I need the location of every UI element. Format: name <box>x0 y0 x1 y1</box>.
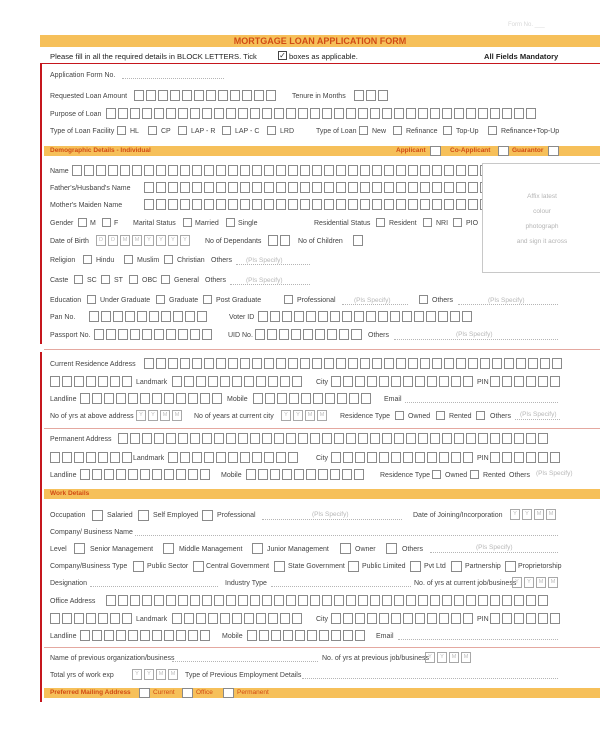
prev-type-field[interactable] <box>302 678 558 679</box>
res-type-label: Residence Type <box>340 413 391 420</box>
perm-landmark-label: Landmark <box>133 455 165 462</box>
prt-owned: Owned <box>445 472 468 479</box>
divider-1 <box>44 349 600 350</box>
instruction-text-2: boxes as applicable. <box>289 52 358 61</box>
occupation-label: Occupation <box>50 512 86 519</box>
edu-others-field[interactable] <box>458 304 558 305</box>
caste-obc-checkbox[interactable] <box>129 275 138 284</box>
office-landmark-boxes[interactable] <box>172 613 304 624</box>
edu-ug: Under Graduate <box>100 297 151 304</box>
level-senior: Senior Management <box>90 546 154 553</box>
name-label: Name <box>50 168 69 175</box>
ct-state-gov-checkbox[interactable] <box>274 561 285 572</box>
pan-label: Pan No. <box>50 314 76 321</box>
other-id-field[interactable] <box>394 339 558 340</box>
level-others-specify: (Pls Specify) <box>476 544 513 551</box>
ym-box[interactable]: Y <box>437 652 447 663</box>
marital-married: Married <box>195 220 219 227</box>
ct-partnership: Partnership <box>465 563 501 570</box>
tick-example-icon: ✓ <box>279 51 286 60</box>
ym-box[interactable]: M <box>160 410 170 421</box>
industry-field[interactable] <box>271 586 411 587</box>
prt-others-specify: (Pls Specify) <box>536 470 573 477</box>
photo-text-2: colour <box>533 208 551 215</box>
role-guarantor-checkbox[interactable] <box>548 146 559 156</box>
office-city-label: City <box>316 616 329 623</box>
yrs-job-label: No. of yrs at current job/business <box>414 580 517 587</box>
religion-specify-field[interactable] <box>236 264 310 265</box>
photo-text-1: Affix latest <box>527 193 557 200</box>
ct-public-sector-checkbox[interactable] <box>133 561 144 572</box>
current-pin-label: PIN <box>477 379 489 386</box>
perm-mobile-boxes[interactable] <box>246 469 366 480</box>
res-nri-checkbox[interactable] <box>423 218 432 227</box>
facility-hl-checkbox[interactable] <box>117 126 126 135</box>
religion-christian-checkbox[interactable] <box>164 255 173 264</box>
caste-st-checkbox[interactable] <box>101 275 110 284</box>
facility-hl: HL <box>130 128 139 135</box>
office-mobile-boxes[interactable] <box>247 630 367 641</box>
dob-box[interactable]: D <box>108 235 118 246</box>
ym-box[interactable]: Y <box>522 509 532 520</box>
edu-prof-field[interactable] <box>342 304 408 305</box>
office-email-field[interactable] <box>398 639 558 640</box>
prev-org-field[interactable] <box>172 661 318 662</box>
caste-general-checkbox[interactable] <box>161 275 170 284</box>
rt-owned-checkbox[interactable] <box>395 411 404 420</box>
caste-others: Others <box>205 277 227 284</box>
perm-landline-label: Landline <box>50 472 77 479</box>
ym-box[interactable]: M <box>548 577 558 588</box>
ct-public-sector: Public Sector <box>147 563 189 570</box>
pan-boxes[interactable] <box>89 311 209 322</box>
religion-specify: (Pls Specify) <box>246 257 283 264</box>
dob-label: Date of Birth <box>50 238 89 245</box>
ym-box[interactable]: Y <box>293 410 303 421</box>
loan-topup-checkbox[interactable] <box>443 126 452 135</box>
divider-2 <box>44 428 600 429</box>
ct-public-ltd: Public Limited <box>362 563 406 570</box>
children-label: No of Children <box>298 238 343 245</box>
dob-box[interactable]: D <box>96 235 106 246</box>
photo-text-4: and sign it across <box>516 238 568 245</box>
perm-landline-boxes[interactable] <box>80 469 212 480</box>
level-owner: Owner <box>355 546 376 553</box>
office-landmark-label: Landmark <box>136 616 168 623</box>
caste-sc: SC <box>87 277 97 284</box>
res-pio-checkbox[interactable] <box>453 218 462 227</box>
facility-lrd: LRD <box>280 128 295 135</box>
role-coapplicant-checkbox[interactable] <box>498 146 509 156</box>
occ-self: Self Employed <box>153 512 199 519</box>
mail-permanent-checkbox[interactable] <box>223 688 234 698</box>
company-type-label: Company/Business Type <box>50 563 128 570</box>
level-junior: Junior Management <box>267 546 329 553</box>
office-email-label: Email <box>376 633 394 640</box>
perm-city-boxes[interactable] <box>331 452 475 463</box>
designation-label: Designation <box>50 580 87 587</box>
ym-box[interactable]: Y <box>425 652 435 663</box>
dob-box[interactable]: Y <box>156 235 166 246</box>
other-id-label: Others <box>368 332 390 339</box>
perm-pin-label: PIN <box>477 455 489 462</box>
ym-box[interactable]: M <box>461 652 471 663</box>
religion-christian: Christian <box>177 257 205 264</box>
prt-rented: Rented <box>483 472 506 479</box>
rt-rented: Rented <box>449 413 472 420</box>
occ-prof-field[interactable] <box>262 519 402 520</box>
ct-state-gov: State Government <box>288 563 345 570</box>
other-id-specify: (Pls Specify) <box>456 331 493 338</box>
ym-box[interactable]: Y <box>148 410 158 421</box>
other-id-checkbox[interactable] <box>351 329 362 340</box>
ct-central-gov-checkbox[interactable] <box>193 561 204 572</box>
prev-org-label: Name of previous organization/business <box>50 655 175 662</box>
yrs-city-label: No of years at current city <box>194 413 274 420</box>
current-city-boxes[interactable] <box>331 376 475 387</box>
ym-box[interactable]: Y <box>512 577 522 588</box>
ym-box[interactable]: Y <box>281 410 291 421</box>
dob-boxes[interactable] <box>96 235 192 246</box>
facility-lapc: LAP - C <box>235 128 260 135</box>
caste-obc: OBC <box>142 277 158 284</box>
edu-pg-checkbox[interactable] <box>203 295 212 304</box>
uid-boxes[interactable] <box>255 329 351 340</box>
mail-office: Office <box>196 689 213 696</box>
gender-label: Gender <box>50 220 74 227</box>
photo-text-3: photograph <box>525 223 559 230</box>
perm-landmark-boxes[interactable] <box>168 452 300 463</box>
edu-others-checkbox[interactable] <box>419 295 428 304</box>
ym-box[interactable]: M <box>536 577 546 588</box>
office-mobile-label: Mobile <box>222 633 243 640</box>
ct-pvt-ltd-checkbox[interactable] <box>410 561 421 572</box>
purpose-label: Purpose of Loan <box>50 111 102 118</box>
role-guarantor: Guarantor <box>512 147 544 154</box>
perm-address-boxes-2[interactable] <box>50 452 134 463</box>
facility-lapc-checkbox[interactable] <box>222 126 231 135</box>
current-mobile-label: Mobile <box>227 396 248 403</box>
loan-refinance: Refinance <box>406 128 438 135</box>
marital-label: Marital Status <box>133 220 176 227</box>
form-number-mark: Form No. ___ <box>508 22 545 28</box>
perm-address-label: Permanent Address <box>50 436 112 443</box>
perm-city-label: City <box>316 455 329 462</box>
industry-label: Industry Type <box>225 580 267 587</box>
divider-3 <box>44 647 600 648</box>
app-no-label: Application Form No. <box>50 72 116 79</box>
current-mobile-boxes[interactable] <box>253 393 373 404</box>
office-address-boxes-1[interactable] <box>106 595 550 606</box>
marital-single: Single <box>238 220 258 227</box>
caste-general: General <box>174 277 199 284</box>
perm-address-boxes-1[interactable] <box>118 433 550 444</box>
total-years-boxes[interactable] <box>132 669 180 680</box>
loan-new: New <box>372 128 387 135</box>
ct-public-ltd-checkbox[interactable] <box>348 561 359 572</box>
current-address-boxes-1[interactable] <box>144 358 564 369</box>
ym-box[interactable]: M <box>305 410 315 421</box>
company-label: Company/ Business Name <box>50 529 133 536</box>
level-middle: Middle Management <box>179 546 243 553</box>
office-landline-label: Landline <box>50 633 77 640</box>
gender-f: F <box>114 220 119 227</box>
mother-boxes[interactable] <box>144 199 504 210</box>
demographic-band <box>44 146 600 156</box>
photo-box <box>482 163 600 273</box>
rt-others-field[interactable] <box>515 419 560 420</box>
mailing-header: Preferred Mailing Address <box>50 689 131 696</box>
office-address-boxes-2[interactable] <box>50 613 134 624</box>
office-city-boxes[interactable] <box>331 613 475 624</box>
current-pin-boxes[interactable] <box>490 376 562 387</box>
religion-hindu: Hindu <box>96 257 115 264</box>
rt-others-specify: (Pls Specify) <box>520 411 557 418</box>
edu-grad: Graduate <box>169 297 199 304</box>
mail-permanent: Permanent <box>237 689 269 696</box>
rt-rented-checkbox[interactable] <box>436 411 445 420</box>
mailing-band <box>44 688 600 698</box>
loan-refinance-topup-checkbox[interactable] <box>488 126 497 135</box>
tenure-boxes[interactable] <box>354 90 390 101</box>
prt-others: Others <box>509 472 531 479</box>
edu-others: Others <box>432 297 454 304</box>
ym-box[interactable]: M <box>534 509 544 520</box>
ym-box[interactable]: Y <box>524 577 534 588</box>
passport-label: Passport No. <box>50 332 91 339</box>
ym-box[interactable]: M <box>172 410 182 421</box>
joining-label: Date of Joining/Incorporation <box>413 512 503 519</box>
ym-box[interactable]: M <box>317 410 327 421</box>
father-boxes[interactable] <box>144 182 504 193</box>
religion-hindu-checkbox[interactable] <box>83 255 92 264</box>
left-margin-bar-2 <box>40 352 42 702</box>
ym-box[interactable]: M <box>449 652 459 663</box>
current-landmark-boxes[interactable] <box>172 376 304 387</box>
instruction-text: Please fill in all the required details in BLOCK LETTERS. Tick <box>50 52 257 61</box>
religion-muslim: Muslim <box>137 257 160 264</box>
ct-proprietorship-checkbox[interactable] <box>505 561 516 572</box>
ym-box[interactable]: Y <box>136 410 146 421</box>
current-landmark-label: Landmark <box>136 379 168 386</box>
loan-refinance-topup: Refinance+Top-Up <box>501 128 560 135</box>
office-pin-boxes[interactable] <box>490 613 562 624</box>
dob-box[interactable]: Y <box>168 235 178 246</box>
tenure-label: Tenure in Months <box>292 93 346 100</box>
prt-rented-checkbox[interactable] <box>470 470 479 479</box>
purpose-boxes[interactable] <box>106 108 538 119</box>
facility-lrd-checkbox[interactable] <box>267 126 276 135</box>
res-resident: Resident <box>389 220 417 227</box>
marital-married-checkbox[interactable] <box>183 218 192 227</box>
loan-refinance-checkbox[interactable] <box>393 126 402 135</box>
form-title: MORTGAGE LOAN APPLICATION FORM <box>233 36 407 46</box>
res-pio: PIO <box>466 220 479 227</box>
perm-pin-boxes[interactable] <box>490 452 562 463</box>
occ-prof-checkbox[interactable] <box>202 510 213 521</box>
perm-res-type-label: Residence Type <box>380 472 431 479</box>
voter-label: Voter ID <box>229 314 255 321</box>
role-applicant: Applicant <box>396 147 426 154</box>
company-field[interactable] <box>135 535 558 536</box>
gender-m: M <box>90 220 96 227</box>
father-label: Father's/Husband's Name <box>50 185 131 192</box>
mail-office-checkbox[interactable] <box>182 688 193 698</box>
loan-type-label: Type of Loan <box>316 128 357 135</box>
dob-box[interactable]: M <box>120 235 130 246</box>
level-owner-checkbox[interactable] <box>340 543 351 554</box>
caste-st: ST <box>114 277 123 284</box>
rt-others: Others <box>490 413 512 420</box>
current-address-boxes-2[interactable] <box>50 376 134 387</box>
mail-current-checkbox[interactable] <box>139 688 150 698</box>
level-others-field[interactable] <box>430 552 558 553</box>
yrs-address-label: No of yrs at above address <box>50 413 134 420</box>
level-junior-checkbox[interactable] <box>252 543 263 554</box>
ct-central-gov: Central Government <box>206 563 270 570</box>
perm-mobile-label: Mobile <box>221 472 242 479</box>
voter-boxes[interactable] <box>258 311 474 322</box>
caste-specify-field[interactable] <box>230 284 310 285</box>
edu-others-specify: (Pls Specify) <box>488 297 525 304</box>
gender-m-checkbox[interactable] <box>78 218 87 227</box>
facility-cp: CP <box>161 128 171 135</box>
ym-box[interactable]: Y <box>132 669 142 680</box>
occ-self-checkbox[interactable] <box>138 510 149 521</box>
ct-pvt-ltd: Pvt Ltd <box>424 563 446 570</box>
current-address-label: Current Residence Address <box>50 361 136 368</box>
ym-box[interactable]: Y <box>510 509 520 520</box>
header-divider <box>40 63 600 64</box>
dob-box[interactable]: Y <box>144 235 154 246</box>
facility-lapr-checkbox[interactable] <box>178 126 187 135</box>
prev-years-label: No. of yrs at previous job/business <box>322 655 429 662</box>
facility-lapr: LAP - R <box>191 128 216 135</box>
office-pin-label: PIN <box>477 616 489 623</box>
req-amount-boxes[interactable] <box>134 90 278 101</box>
mail-current: Current <box>153 689 175 696</box>
dob-box[interactable]: M <box>132 235 142 246</box>
designation-field[interactable] <box>90 586 218 587</box>
loan-new-checkbox[interactable] <box>359 126 368 135</box>
current-landline-boxes[interactable] <box>80 393 224 404</box>
office-landline-boxes[interactable] <box>80 630 212 641</box>
ym-box[interactable]: M <box>156 669 166 680</box>
req-amount-label: Requested Loan Amount <box>50 93 128 100</box>
role-coapplicant: Co-Applicant <box>450 147 491 154</box>
marital-single-checkbox[interactable] <box>226 218 235 227</box>
level-others-checkbox[interactable] <box>386 543 397 554</box>
res-resident-checkbox[interactable] <box>376 218 385 227</box>
dob-box[interactable]: Y <box>180 235 190 246</box>
current-city-label: City <box>316 379 329 386</box>
education-label: Education <box>50 297 82 304</box>
mother-label: Mother's Maiden Name <box>50 202 123 209</box>
edu-prof: Professional <box>297 297 336 304</box>
work-header: Work Details <box>50 490 90 497</box>
current-landline-label: Landline <box>50 396 77 403</box>
children-boxes[interactable] <box>353 235 365 246</box>
joining-boxes[interactable] <box>510 509 558 520</box>
uid-label: UID No. <box>228 332 253 339</box>
ym-box[interactable]: M <box>546 509 556 520</box>
rt-others-checkbox[interactable] <box>476 411 485 420</box>
caste-sc-checkbox[interactable] <box>74 275 83 284</box>
prev-type-label: Type of Previous Employment Details <box>185 672 302 679</box>
gender-f-checkbox[interactable] <box>102 218 111 227</box>
residential-label: Residential Status <box>314 220 371 227</box>
edu-grad-checkbox[interactable] <box>156 295 165 304</box>
facility-cp-checkbox[interactable] <box>148 126 157 135</box>
facility-label: Type of Loan Facility <box>50 128 115 135</box>
left-margin-bar <box>40 64 42 344</box>
loan-topup: Top-Up <box>456 128 479 135</box>
office-address-label: Office Address <box>50 598 96 605</box>
level-label: Level <box>50 546 67 553</box>
level-others: Others <box>402 546 424 553</box>
dependants-label: No of Dependants <box>205 238 262 245</box>
level-senior-checkbox[interactable] <box>74 543 85 554</box>
work-band <box>44 489 600 499</box>
ym-box[interactable]: Y <box>144 669 154 680</box>
yrs-city-boxes[interactable] <box>281 410 329 421</box>
edu-prof-checkbox[interactable] <box>284 295 293 304</box>
role-applicant-checkbox[interactable] <box>430 146 441 156</box>
res-nri: NRI <box>436 220 449 227</box>
edu-prof-specify: (Pls Specify) <box>354 297 391 304</box>
passport-boxes[interactable] <box>94 329 214 340</box>
prev-years-boxes[interactable] <box>425 652 473 663</box>
ct-partnership-checkbox[interactable] <box>451 561 462 572</box>
prt-owned-checkbox[interactable] <box>432 470 441 479</box>
occ-salaried: Salaried <box>107 512 133 519</box>
demographic-header: Demographic Details - Individual <box>50 147 151 154</box>
religion-label: Religion <box>50 257 76 264</box>
caste-label: Caste <box>50 277 69 284</box>
religion-others: Others <box>211 257 233 264</box>
all-fields-mandatory: All Fields Mandatory <box>484 52 559 61</box>
app-no-field[interactable] <box>122 78 224 79</box>
religion-muslim-checkbox[interactable] <box>124 255 133 264</box>
occ-prof-specify: (Pls Specify) <box>312 511 349 518</box>
ym-box[interactable]: M <box>168 669 178 680</box>
rt-owned: Owned <box>408 413 431 420</box>
total-years-label: Total yrs of work exp <box>50 672 114 679</box>
name-boxes[interactable] <box>72 165 492 176</box>
current-email-field[interactable] <box>405 402 558 403</box>
occ-salaried-checkbox[interactable] <box>92 510 103 521</box>
edu-pg: Post Graduate <box>216 297 262 304</box>
ct-proprietorship: Proprietorship <box>518 563 562 570</box>
dependants-boxes[interactable] <box>268 235 292 246</box>
level-middle-checkbox[interactable] <box>163 543 174 554</box>
yrs-address-boxes[interactable] <box>136 410 184 421</box>
caste-specify: (Pls Specify) <box>246 277 283 284</box>
yrs-job-boxes[interactable] <box>512 577 560 588</box>
occ-prof: Professional <box>217 512 256 519</box>
edu-ug-checkbox[interactable] <box>87 295 96 304</box>
current-email-label: Email <box>384 396 402 403</box>
